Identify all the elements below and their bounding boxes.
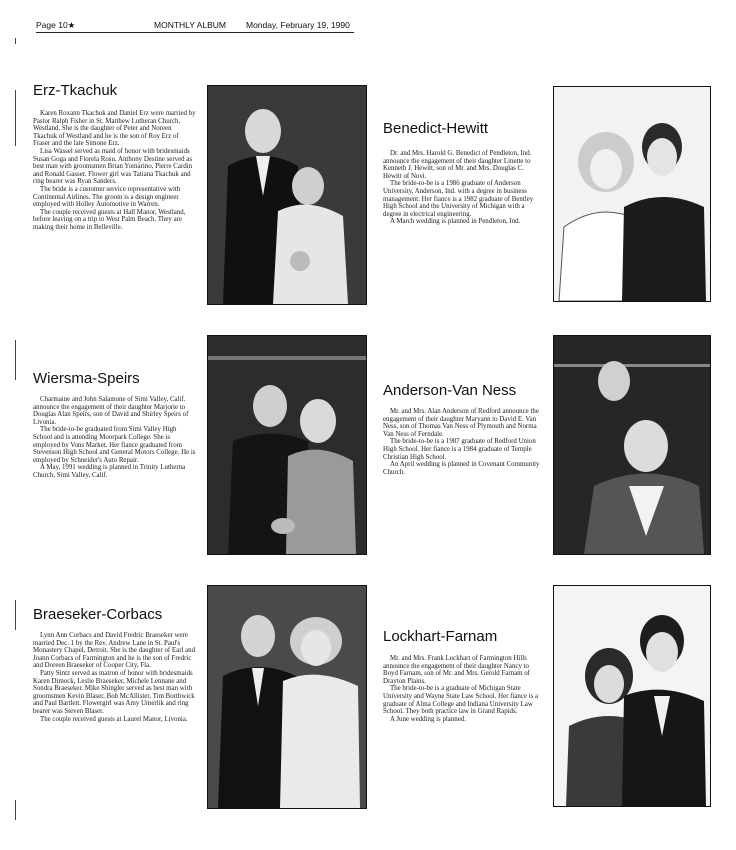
announcement-title: Anderson-Van Ness bbox=[383, 382, 517, 399]
announcement-title: Benedict-Hewitt bbox=[383, 120, 489, 137]
announcement-paragraph: Lynn Ann Corbacs and David Fredric Braeseker were married Dec. 1 by the Rev. Andrew Lane in St. Paul's Monastery Chapel, Detroit. She is the daughter of Earl and Joann Corbacs of Farmington and he is the son of Fredric and Doreen Braeseker of Cooper City, Fla. bbox=[33, 632, 196, 670]
announcement-paragraph: Dr. and Mrs. Harold G. Benedict of Pendleton, Ind. announce the engagement of their daughter Linette to Kenneth J. Hewitt, son of Mr. and Mrs. Douglas C. Hewitt of Novi. bbox=[383, 150, 532, 180]
announcement-paragraph: Mr. and Mrs. Alan Anderson of Redford announce the engagement of their daughter Maryann to David E. Van Ness, son of Thomas Van Ness of Plymouth and Norma Van Ness of Ferndale. bbox=[383, 408, 539, 438]
couple-photo bbox=[207, 85, 367, 305]
announcement-paragraph: An April wedding is planned in Covenant Community Church. bbox=[383, 461, 540, 476]
announcement-title: Lockhart-Farnam bbox=[383, 628, 498, 645]
scan-mark bbox=[15, 340, 16, 380]
announcement-paragraph: A March wedding is planned in Pendleton, Ind. bbox=[390, 218, 521, 226]
announcement-title: Erz-Tkachuk bbox=[33, 82, 118, 99]
announcement-paragraph: Lisa Wassel served as maid of honor with bridesmaids Susan Goga and Fiorela Rosu. Anthony Destine served as best man with groomsmen Brian Yomarino, Pierre Cardin and Ronald Gasser. Flower girl was Tatiana Tkachuk and ring bearer was Ryan Sanders. bbox=[33, 147, 193, 186]
scan-mark bbox=[15, 600, 16, 630]
announcement-text bbox=[383, 655, 543, 723]
announcement-text bbox=[383, 150, 543, 226]
announcement-text bbox=[383, 408, 543, 476]
couple-photo bbox=[553, 585, 711, 807]
announcement-paragraph: The bride-to-be is a 1987 graduate of Redford Union High School. Her fiance is a 1984 graduate of Temple Christian High School. bbox=[383, 438, 536, 461]
announcement-text bbox=[33, 396, 197, 480]
couple-photo bbox=[207, 585, 367, 809]
announcement-paragraph: Mr. and Mrs. Frank Lockhart of Farmington Hills announce the engagement of their daughter Nancy to Boyd Farnam, son of Mr. and Mrs. Gerold Farnam of Drayton Plains. bbox=[383, 655, 530, 685]
announcement-paragraph: The couple received guests at Laurel Manor, Livonia. bbox=[40, 715, 188, 723]
announcement-paragraph: A May, 1991 wedding is planned in Trinity Lutherna Church, Simi Valley, Calif. bbox=[33, 464, 186, 479]
page-number: Page 10★ bbox=[36, 20, 76, 30]
announcement-paragraph: The couple received guests at Hall Manor, Westland, before leaving on a trip to West Palm Beach. They are making their home in Belleville. bbox=[33, 208, 186, 231]
announcement-paragraph: The bride is a customer service representative with Continental Airlines. The groom is a design engineer employed with Holley Automotive in Warren. bbox=[33, 185, 181, 209]
publication-name: MONTHLY ALBUM bbox=[154, 20, 226, 30]
announcement-text bbox=[33, 632, 197, 723]
couple-photo bbox=[553, 335, 711, 555]
announcement-paragraph: The bride-to-be is a 1986 graduate of Anderson University, Anderson, Ind. with a degree in business management. Her fiance is a 1982 graduate of Bentley High School and the University of Michigan with a degree in electrical engineering. bbox=[383, 180, 534, 218]
scan-mark bbox=[15, 38, 16, 44]
announcement-paragraph: The bride-to-be is a graduate of Michigan State University and Wayne State Law School. Her fiance is a graduate of Alma College and Indiana University Law School. They both practice law in Grand Rapids. bbox=[383, 685, 539, 716]
announcement-text bbox=[33, 110, 197, 232]
announcement-paragraph: A June wedding is planned. bbox=[390, 715, 466, 723]
announcement-paragraph: The bride-to-be graduated from Simi Valley High School and is attending Moorpark College. She is employed by Vons Market. Her fiance graduated from Stevenson High School and General Motors College. He is employed by Schneider's Auto Repair. bbox=[33, 426, 196, 464]
scan-mark bbox=[15, 800, 16, 820]
announcement-paragraph: Karen Roxann Tkachuk and Daniel Erz were married by Pastor Ralph Fisher in St. Matthew Lutheran Church, Westland. She is the daughter of Peter and Noreen Tkachuk of Westland and he is the son of Roy Erz of Fraser and the late Simone Erz. bbox=[33, 110, 196, 148]
couple-photo bbox=[553, 86, 711, 302]
issue-date: Monday, February 19, 1990 bbox=[246, 20, 350, 30]
page-header bbox=[36, 20, 354, 33]
announcement-title: Wiersma-Speirs bbox=[33, 370, 140, 387]
announcement-paragraph: Charmaine and John Salamone of Simi Valley, Calif. announce the engagement of their daughter Marjorie to Douglas Alan Speirs, son of David and Shirley Speirs of Livonia. bbox=[33, 396, 189, 426]
scan-mark bbox=[15, 90, 16, 146]
announcement-paragraph: Patty Sintz served as matron of honor with bridesmaids Karen Dimock, Leslie Braeseker, Michele Lennane and Sondra Braeseker. Mike Shingler served as best man with groomsmen Kevin Blaser, Bob McAllister, Tim Borthwick and Paul Bartlett. Flowergirl was Amy Umerlik and ring bearer was Steven Blaser. bbox=[33, 669, 195, 715]
couple-photo bbox=[207, 335, 367, 555]
announcement-title: Braeseker-Corbacs bbox=[33, 606, 163, 623]
